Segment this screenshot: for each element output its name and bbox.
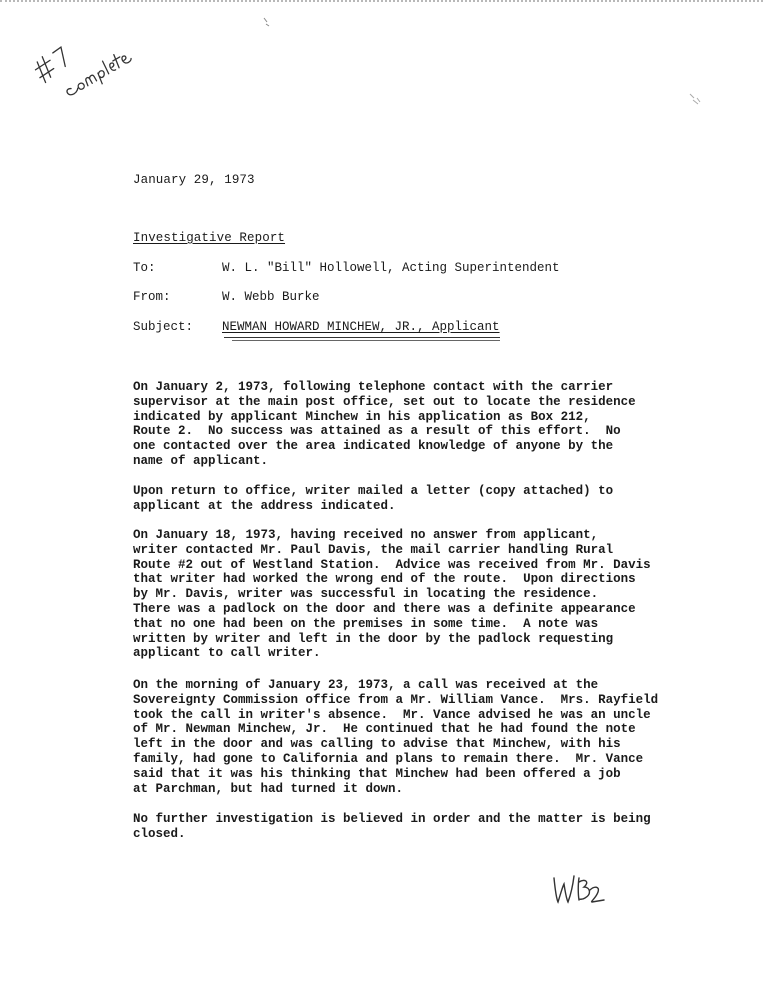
subject-underline: [224, 337, 500, 338]
to-label: To:: [133, 261, 156, 275]
subject-value: NEWMAN HOWARD MINCHEW, JR., Applicant: [222, 320, 500, 334]
page-edge-border: [0, 0, 763, 4]
paragraph-4: On the morning of January 23, 1973, a call was received at the Sovereignty Commission office from a Mr. William Vance. Mrs. Rayfield took the call in writer's absence. Mr. Vance advised he was an uncle of Mr. Newman Minchew, Jr. He continued that he had found the note left in the door and was calling to advise that Minchew, with his family, had gone to California and plans to remain there. Mr. Vance said that it was his thinking that Minchew had been offered a job at Parchman, but had turned it down.: [133, 678, 659, 796]
to-value: W. L. "Bill" Hollowell, Acting Superintendent: [222, 261, 560, 275]
from-label: From:: [133, 290, 171, 304]
paragraph-5: No further investigation is believed in order and the matter is being closed.: [133, 812, 651, 841]
scan-speck: [262, 16, 272, 28]
paragraph-3: On January 18, 1973, having received no answer from applicant, writer contacted Mr. Paul Davis, the mail carrier handling Rural Route #2 out of Westland Station. Advice was received from Mr. Davis that writer had worked the wrong end of the route. Upon directions by Mr. Davis, writer was successful in locating the residence. There was a padlock on the door and there was a definite appearance that no one had been on the premises in some time. A note was written by writer and left in the door by the padlock requesting applicant to call writer.: [133, 528, 651, 661]
paragraph-1: On January 2, 1973, following telephone contact with the carrier supervisor at the main post office, set out to locate the residence indicated by applicant Minchew in his application as Box 212, Route 2. No success was attained as a result of this effort. No one contacted over the area indicated knowledge of anyone by the name of applicant.: [133, 380, 636, 468]
initials-drawing: [552, 872, 608, 906]
handwriting-drawing: [28, 0, 188, 110]
report-title: Investigative Report: [133, 231, 286, 245]
subject-underline-second: [232, 340, 500, 341]
subject-label: Subject:: [133, 320, 194, 334]
paragraph-2: Upon return to office, writer mailed a letter (copy attached) to applicant at the address indicated.: [133, 484, 614, 513]
document-date: January 29, 1973: [133, 173, 255, 187]
handwritten-initials: [552, 872, 608, 911]
handwritten-note: [28, 0, 188, 110]
from-value: W. Webb Burke: [222, 290, 320, 304]
scan-speck: [688, 92, 704, 108]
